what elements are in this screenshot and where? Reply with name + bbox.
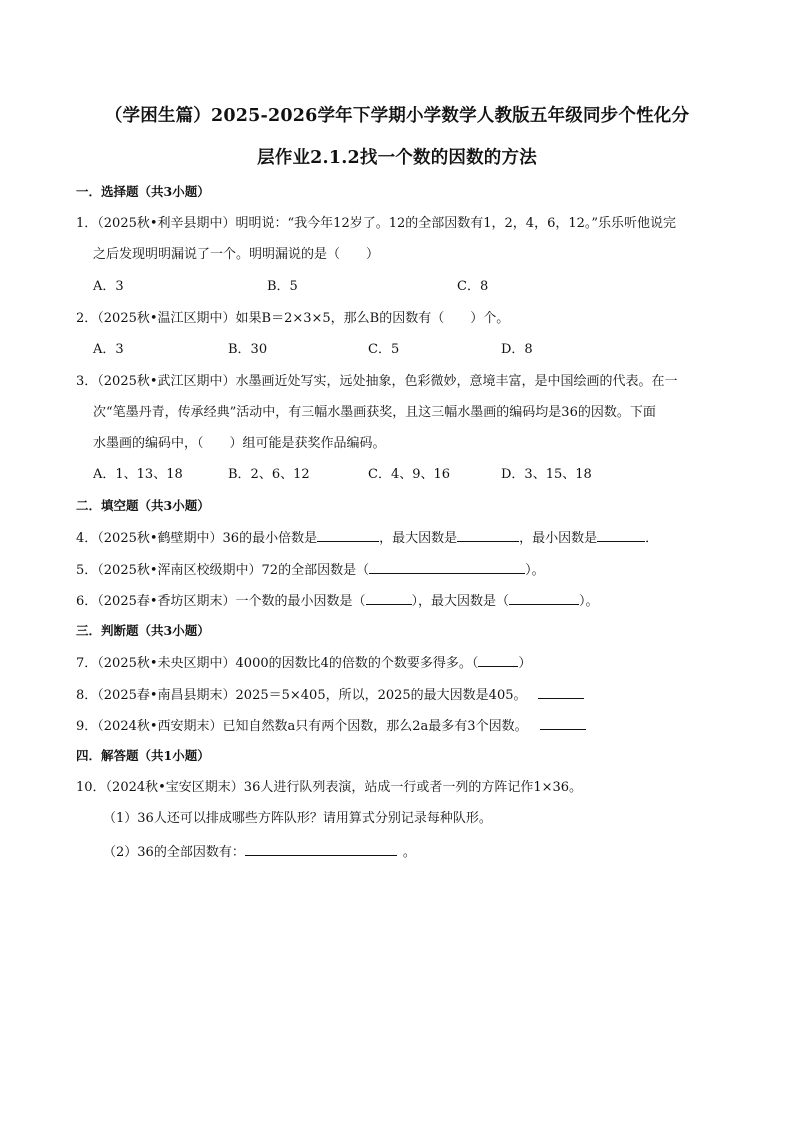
q1-line-2: 之后发现明明漏说了一个。明明漏说的是（ ） <box>93 247 380 262</box>
q10-line-1: 10．（2024秋•宝安区期末）36人进行队列表演，站成一行或者一列的方阵记作1×36。 <box>76 780 583 795</box>
q10-sub-1: （1）36人还可以排成哪些方阵队形？请用算式分别记录每种队形。 <box>103 811 492 826</box>
q1-option-c: C．8 <box>457 279 489 294</box>
q10-blank[interactable] <box>245 842 397 856</box>
q10-sub-2 <box>103 842 416 862</box>
q4-blank-3[interactable] <box>597 528 645 542</box>
q2-option-a: A．3 <box>93 342 124 357</box>
q5-line <box>76 560 545 580</box>
q5-blank[interactable] <box>369 560 525 574</box>
title-line-2: 层作业2.1.2找一个数的因数的方法 <box>257 148 537 168</box>
q6-blank-1[interactable] <box>366 591 412 605</box>
section-heading-choice: 一．选择题（共3小题） <box>76 184 210 199</box>
q1-line-1: 1．（2025秋•利辛县期中）明明说：“我今年12岁了。12的全部因数有1，2，4，6，12。”乐乐听他说完 <box>76 216 677 231</box>
section-heading-fill: 二．填空题（共3小题） <box>76 498 210 513</box>
q6-line <box>76 591 599 611</box>
q1-option-a: A．3 <box>93 279 124 294</box>
q3-option-d: D．3、15、18 <box>501 467 592 482</box>
q3-option-c: C．4、9、16 <box>368 467 451 482</box>
q4-blank-1[interactable] <box>317 528 379 542</box>
q3-line-1: 3．（2025秋•武江区期中）水墨画近处写实，远处抽象，色彩微妙，意境丰富，是中国绘画的代表。在一 <box>76 374 678 389</box>
q3-option-b: B．2、6、12 <box>228 467 310 482</box>
q4-line <box>76 528 658 548</box>
q3-line-3: 水墨画的编码中，（ ）组可能是获奖作品编码。 <box>93 436 386 451</box>
q8-line <box>76 685 584 705</box>
q9-prefix: 9．（2024秋•西安期末）已知自然数a只有两个因数，那么2a最多有3个因数。 <box>76 719 528 734</box>
q4-blank-2[interactable] <box>457 528 519 542</box>
q5-prefix: 5．（2025秋•浑南区校级期中）72的全部因数是（ <box>76 563 370 578</box>
q6-suffix: ）。 <box>579 594 599 609</box>
q2-line-1: 2．（2025秋•温江区期中）如果B＝2×3×5，那么B的因数有（ ）个。 <box>76 311 510 326</box>
q2-option-b: B．30 <box>228 342 268 357</box>
q10-sub-2-prefix: （2）36的全部因数有： <box>103 845 245 860</box>
q9-line <box>76 716 586 736</box>
q8-blank[interactable] <box>538 685 584 699</box>
q2-option-c: C．5 <box>368 342 400 357</box>
q8-prefix: 8．（2025春•南昌县期末）2025＝5×405，所以，2025的最大因数是405。 <box>76 688 527 703</box>
q2-option-d: D．8 <box>501 342 533 357</box>
q7-prefix: 7．（2025秋•未央区期中）4000的因数比4的倍数的个数要多得多。（ <box>76 656 479 671</box>
q6-mid: ），最大因数是（ <box>411 594 510 609</box>
q10-sub-2-suffix: 。 <box>402 845 416 860</box>
q7-line <box>76 653 531 673</box>
q7-blank[interactable] <box>478 653 518 667</box>
q9-blank[interactable] <box>540 716 586 730</box>
q3-line-2: 次“笔墨丹青，传承经典”活动中，有三幅水墨画获奖，且这三幅水墨画的编码均是36的因数。下面 <box>93 405 656 420</box>
q4-mid-1: ，最大因数是 <box>379 531 458 546</box>
q1-option-b: B．5 <box>267 279 298 294</box>
q7-suffix: ） <box>518 656 532 671</box>
title-line-1: （学困生篇）2025-2026学年下学期小学数学人教版五年级同步个性化分 <box>104 106 690 126</box>
q5-suffix: ）。 <box>525 563 545 578</box>
q6-blank-2[interactable] <box>509 591 579 605</box>
section-heading-judge: 三．判断题（共3小题） <box>76 623 210 638</box>
q3-option-a: A．1、13、18 <box>93 467 183 482</box>
q4-suffix: ． <box>645 531 659 546</box>
section-heading-solve: 四．解答题（共1小题） <box>76 748 210 763</box>
q4-mid-2: ，最小因数是 <box>519 531 598 546</box>
q4-prefix: 4．（2025秋•鹤壁期中）36的最小倍数是 <box>76 531 318 546</box>
q6-prefix: 6．（2025春•香坊区期末）一个数的最小因数是（ <box>76 594 366 609</box>
